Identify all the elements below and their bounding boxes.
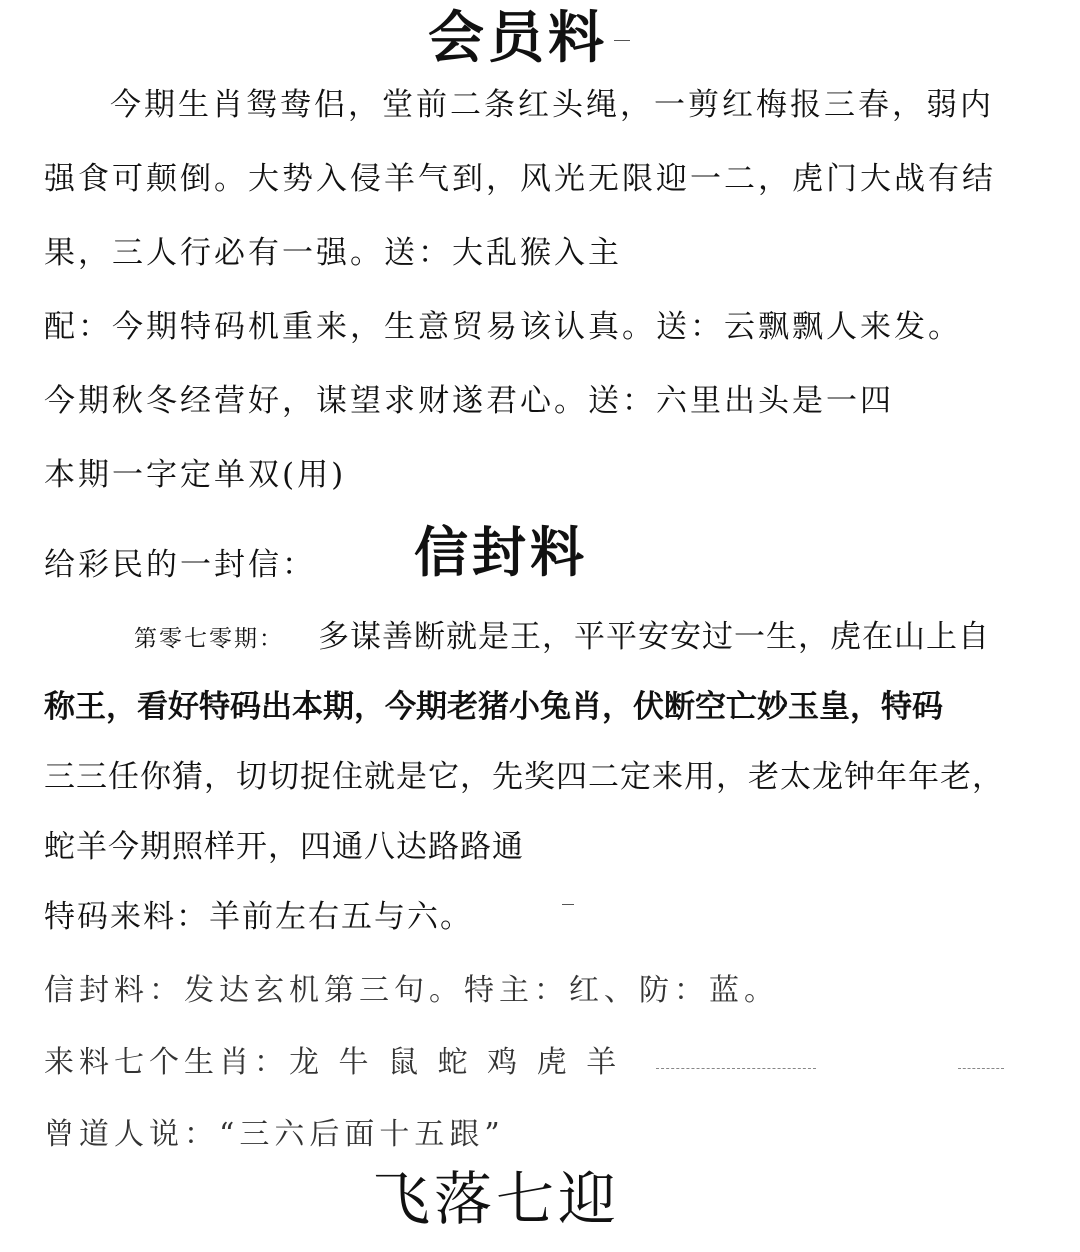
member-line-1: 今期生肖鸳鸯侣，堂前二条红头绳，一剪红梅报三春，弱内	[110, 87, 994, 123]
envelope-title: 信封料	[414, 520, 588, 584]
envelope-line-1: 多谋善断就是王，平平安安过一生，虎在山上自	[318, 619, 990, 655]
title-mark	[614, 40, 630, 41]
member-line-2: 强食可颠倒。大势入侵羊气到，风光无限迎一二，虎门大战有结	[44, 161, 996, 197]
envelope-hint-line: 信封料：发达玄机第三句。特主：红、防：蓝。	[44, 973, 779, 1008]
member-line-3: 果，三人行必有一强。送：大乱猴入主	[44, 235, 622, 271]
zeng-daoren-line: 曾道人说：“三六后面十五跟”	[44, 1117, 505, 1152]
member-title: 会员料	[428, 5, 608, 71]
envelope-line-4: 蛇羊今期照样开，四通八达路路通	[44, 829, 524, 865]
scan-dots-1	[656, 1068, 816, 1070]
member-line-6: 本期一字定单双(用)	[44, 457, 347, 493]
special-code-line: 特码来料：羊前左右五与六。	[44, 899, 473, 935]
scan-mark	[562, 904, 574, 905]
footer-title: 飞落七迎	[372, 1165, 621, 1233]
scan-dots-2	[958, 1068, 1004, 1070]
envelope-line-2: 称王，看好特码出本期，今期老猪小兔肖，伏断空亡妙玉皇，特码	[44, 689, 943, 725]
envelope-intro: 给彩民的一封信：	[44, 547, 316, 583]
period-label: 第零七零期：	[134, 626, 284, 652]
seven-zodiac-line: 来料七个生肖：龙 牛 鼠 蛇 鸡 虎 羊	[44, 1045, 622, 1080]
envelope-line-3: 三三任你猜，切切捉住就是它，先奖四二定来用，老太龙钟年年老，	[44, 759, 1004, 795]
member-line-4: 配：今期特码机重来，生意贸易该认真。送：云飘飘人来发。	[44, 309, 962, 345]
member-line-5: 今期秋冬经营好，谋望求财遂君心。送：六里出头是一四	[44, 383, 894, 419]
